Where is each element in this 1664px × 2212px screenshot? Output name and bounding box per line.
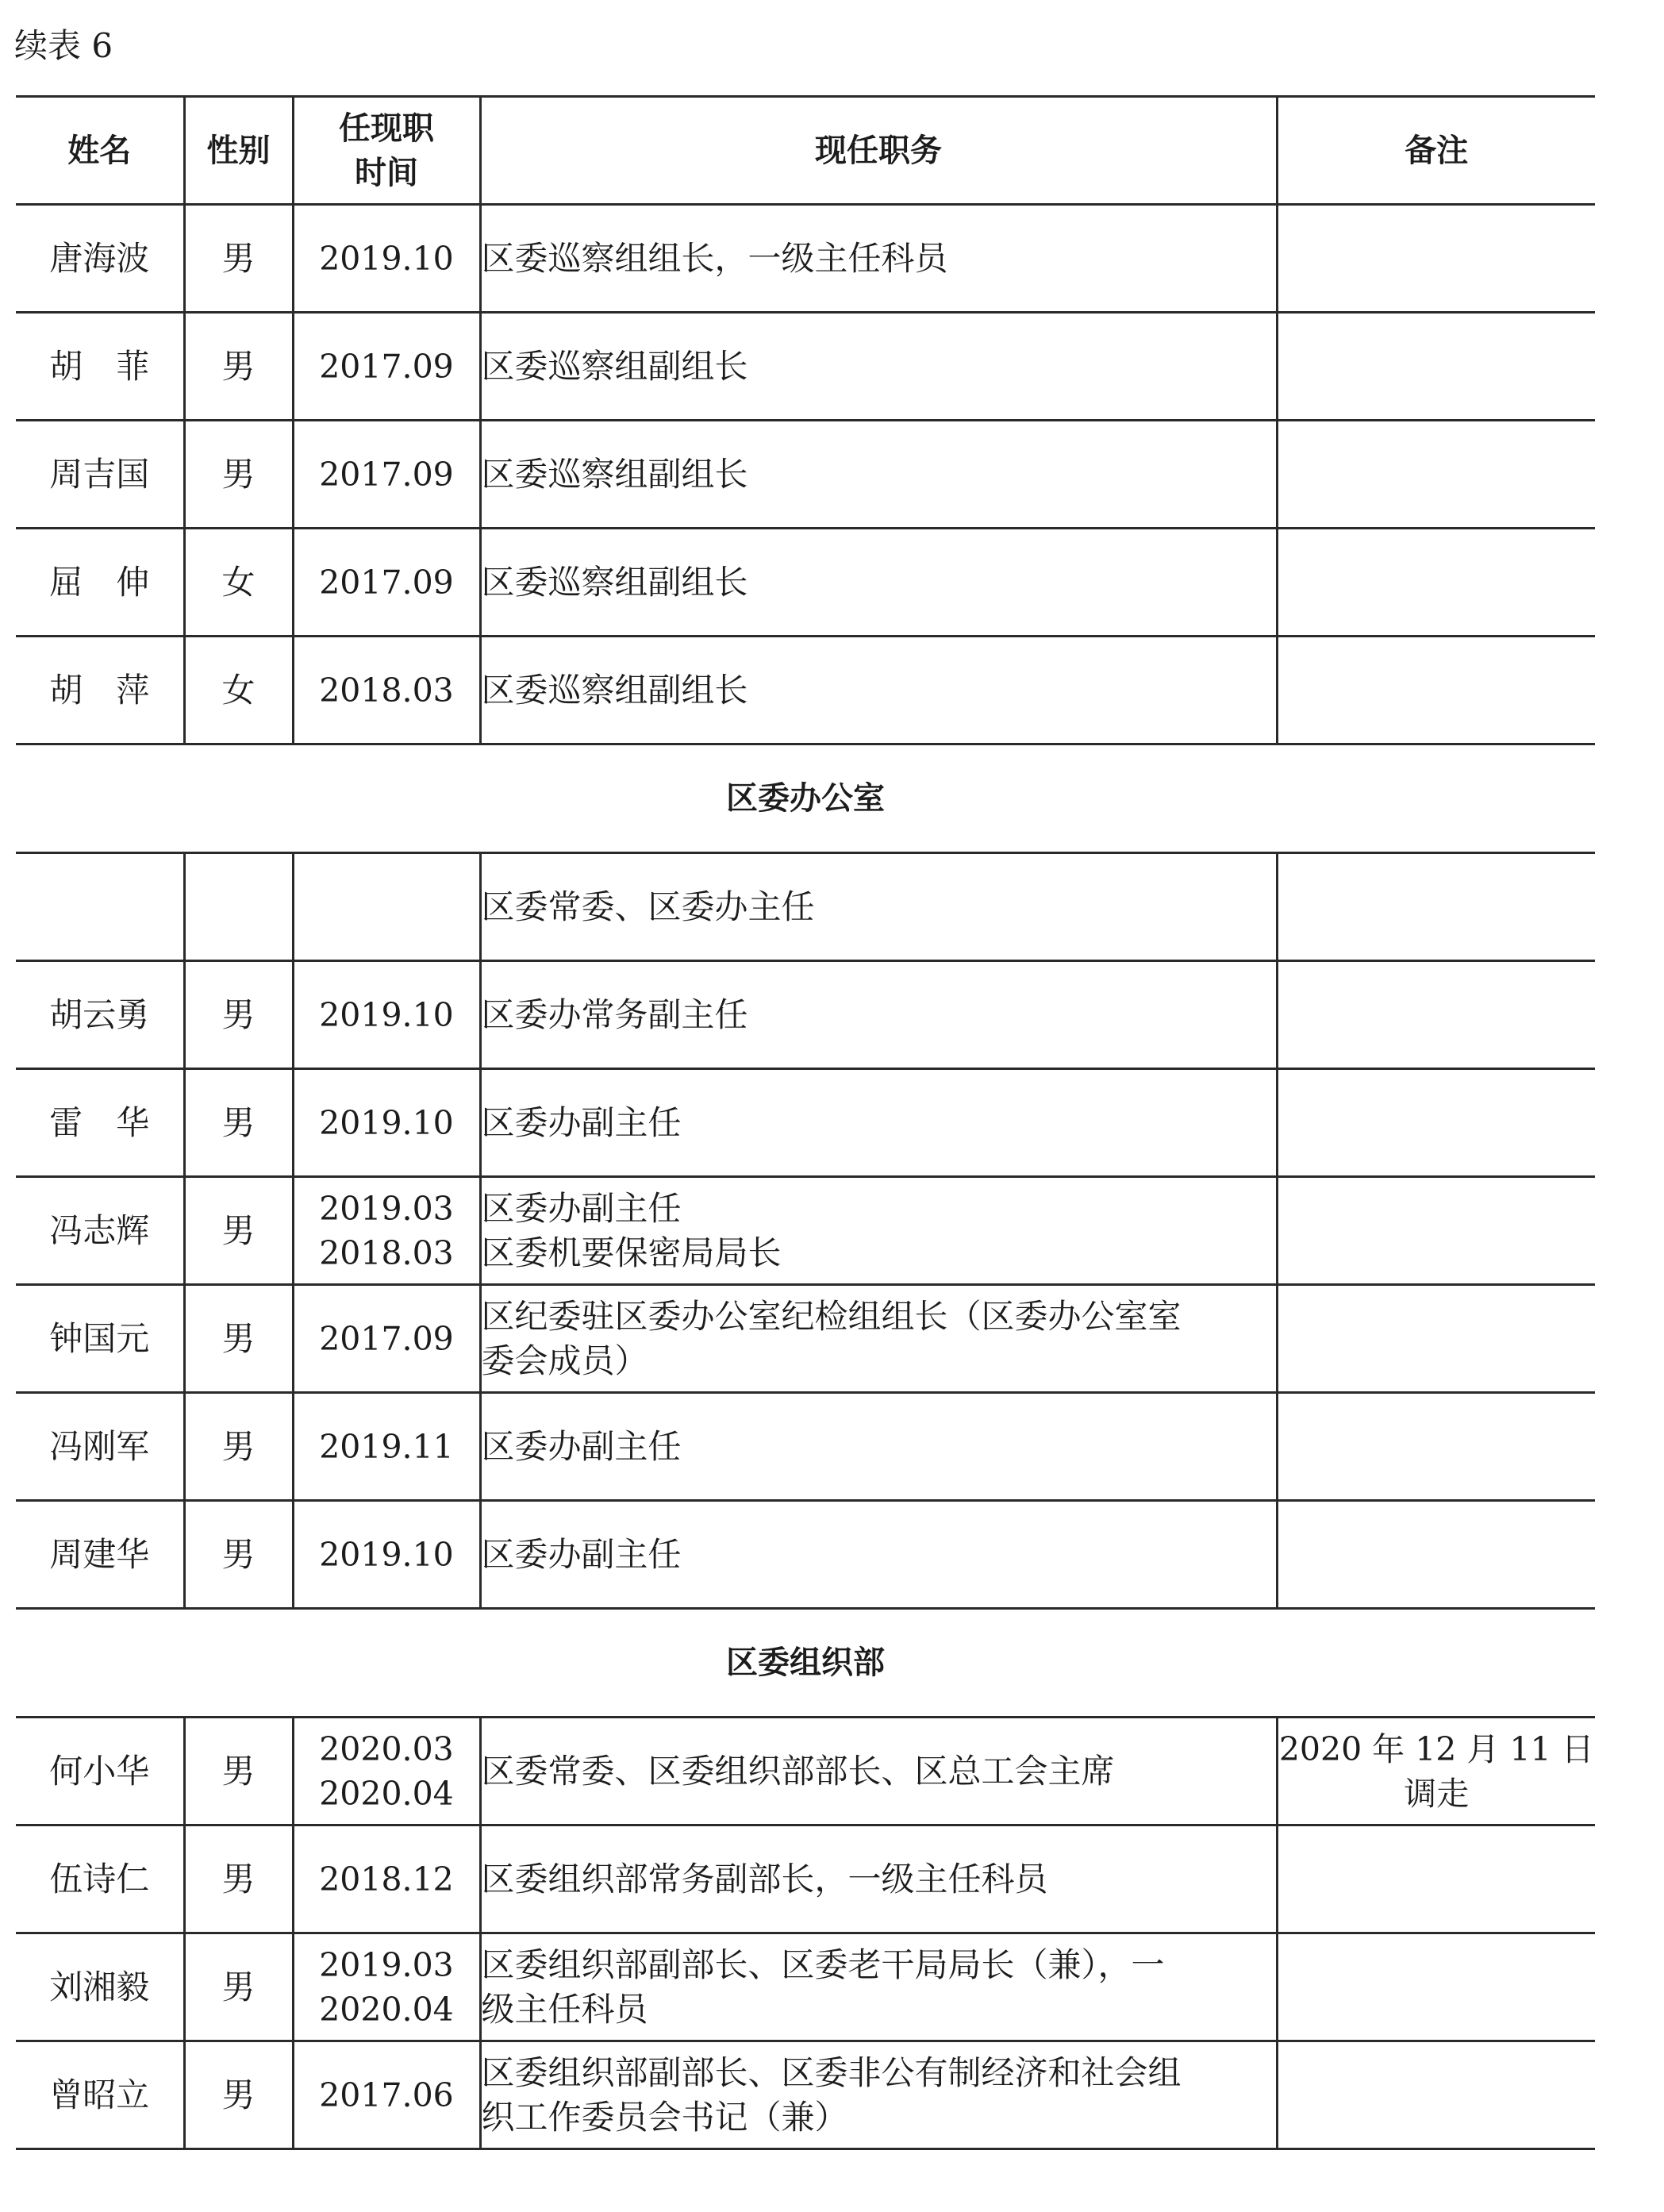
table-row — [16, 1393, 1595, 1501]
cell-gender: 男 — [184, 961, 293, 1069]
section-heading: 区委办公室 — [16, 744, 1595, 853]
table-row — [16, 1177, 1595, 1285]
cell-duty-line: 区委常委、区委组织部部长、区总工会主席 — [481, 1751, 1115, 1791]
cell-note — [1277, 529, 1595, 637]
cell-name: 冯志辉 — [16, 1177, 184, 1285]
cell-duty — [480, 1177, 1277, 1285]
cell-time — [293, 1825, 480, 1933]
header-gender: 性别 — [184, 97, 293, 205]
cell-gender: 男 — [184, 1501, 293, 1609]
cell-gender: 男 — [184, 1933, 293, 2041]
cell-duty — [480, 853, 1277, 961]
table-row — [16, 1718, 1595, 1825]
cell-note — [1277, 853, 1595, 961]
table-caption: 续表 6 — [14, 26, 113, 65]
table-row — [16, 205, 1595, 313]
cell-duty — [480, 1285, 1277, 1393]
cell-note — [1277, 421, 1595, 529]
cell-note-line: 2020 年 12 月 11 日 — [1278, 1729, 1594, 1768]
cell-duty-line: 区委办副主任 — [481, 1102, 682, 1142]
header-time-line2: 时间 — [355, 154, 418, 191]
table-row — [16, 853, 1595, 961]
cell-duty — [480, 1718, 1277, 1825]
cell-time-line: 2019.10 — [319, 239, 454, 278]
cell-note — [1277, 205, 1595, 313]
cell-note — [1277, 1718, 1595, 1825]
cell-duty-line: 区委巡察组副组长 — [481, 562, 748, 602]
table-row — [16, 1933, 1595, 2041]
cell-time — [293, 1718, 480, 1825]
cell-time-line: 2018.03 — [319, 1233, 454, 1272]
section-heading-row — [16, 1609, 1595, 1718]
cell-gender: 男 — [184, 1393, 293, 1501]
cell-note — [1277, 1177, 1595, 1285]
cell-note — [1277, 1069, 1595, 1177]
cell-time — [293, 961, 480, 1069]
cell-gender: 男 — [184, 313, 293, 421]
table-row — [16, 1285, 1595, 1393]
cell-time-line: 2018.03 — [319, 671, 454, 710]
cell-time — [293, 1177, 480, 1285]
cell-time — [293, 2041, 480, 2149]
cell-duty — [480, 637, 1277, 744]
cell-time-line: 2019.10 — [319, 1103, 454, 1142]
cell-duty-line: 区委组织部副部长、区委非公有制经济和社会组 — [481, 2052, 1182, 2092]
cell-time — [293, 637, 480, 744]
cell-gender: 男 — [184, 205, 293, 313]
table-row — [16, 1825, 1595, 1933]
cell-gender: 男 — [184, 1285, 293, 1393]
cell-time-line: 2020.03 — [319, 1729, 454, 1768]
cell-gender: 女 — [184, 637, 293, 744]
header-duty: 现任职务 — [480, 97, 1277, 205]
cell-duty-line: 区委常委、区委办主任 — [481, 887, 815, 926]
cell-note — [1277, 1825, 1595, 1933]
cell-duty-line: 区委组织部常务副部长，一级主任科员 — [481, 1859, 1048, 1898]
cell-time-line: 2017.09 — [319, 563, 454, 602]
table-row — [16, 961, 1595, 1069]
cell-time — [293, 421, 480, 529]
cell-duty-line: 区委办副主任 — [481, 1534, 682, 1574]
table-row — [16, 637, 1595, 744]
cell-duty-line: 区纪委驻区委办公室纪检组组长（区委办公室室 — [481, 1296, 1182, 1336]
cell-note — [1277, 961, 1595, 1069]
cell-name: 唐海波 — [16, 205, 184, 313]
table-row — [16, 529, 1595, 637]
cell-gender: 男 — [184, 421, 293, 529]
cell-name — [16, 853, 184, 961]
cell-duty-line: 区委巡察组副组长 — [481, 454, 748, 494]
cell-duty-line: 区委机要保密局局长 — [481, 1233, 782, 1272]
section-heading-row — [16, 744, 1595, 853]
cell-name: 冯刚军 — [16, 1393, 184, 1501]
cell-name: 钟国元 — [16, 1285, 184, 1393]
cell-time-line: 2017.09 — [319, 455, 454, 494]
cell-note — [1277, 637, 1595, 744]
cell-gender: 男 — [184, 2041, 293, 2149]
cell-name: 何小华 — [16, 1718, 184, 1825]
cell-note — [1277, 1285, 1595, 1393]
cell-time — [293, 1933, 480, 2041]
cell-time-line: 2017.09 — [319, 347, 454, 386]
cell-time-line: 2019.11 — [319, 1427, 454, 1466]
cell-name: 雷 华 — [16, 1069, 184, 1177]
cell-duty — [480, 1501, 1277, 1609]
cell-duty — [480, 1825, 1277, 1933]
cell-duty-line: 区委组织部副部长、区委老干局局长（兼），一 — [481, 1945, 1165, 1984]
cell-time-line: 2019.10 — [319, 1535, 454, 1574]
cell-time — [293, 313, 480, 421]
cell-duty-line: 区委办副主任 — [481, 1426, 682, 1466]
cell-note — [1277, 1933, 1595, 2041]
cell-gender — [184, 853, 293, 961]
cell-note — [1277, 2041, 1595, 2149]
cell-time — [293, 205, 480, 313]
cell-time — [293, 1393, 480, 1501]
cell-duty — [480, 2041, 1277, 2149]
header-note: 备注 — [1277, 97, 1595, 205]
cell-time-line: 2017.06 — [319, 2075, 454, 2114]
cell-duty — [480, 1069, 1277, 1177]
cell-duty-line: 区委办副主任 — [481, 1188, 682, 1228]
cell-name: 周建华 — [16, 1501, 184, 1609]
section-heading: 区委组织部 — [16, 1609, 1595, 1718]
cell-duty-line: 区委巡察组副组长 — [481, 670, 748, 710]
cell-time — [293, 1285, 480, 1393]
header-row — [16, 97, 1595, 205]
cell-duty-line: 织工作委员会书记（兼） — [481, 2097, 848, 2137]
cell-duty-line: 级主任科员 — [481, 1989, 648, 2029]
cell-name: 胡 萍 — [16, 637, 184, 744]
cell-time — [293, 853, 480, 961]
cell-duty — [480, 205, 1277, 313]
table-row — [16, 2041, 1595, 2149]
header-time-line1: 任现职 — [339, 110, 434, 147]
table-row — [16, 1501, 1595, 1609]
cell-duty — [480, 529, 1277, 637]
cell-time-line: 2019.10 — [319, 995, 454, 1034]
table-row — [16, 1069, 1595, 1177]
personnel-table — [16, 95, 1595, 2150]
cell-time-line: 2018.12 — [319, 1860, 454, 1898]
cell-duty-line: 区委办常务副主任 — [481, 994, 748, 1034]
cell-name: 曾昭立 — [16, 2041, 184, 2149]
cell-time-line: 2017.09 — [319, 1319, 454, 1358]
cell-name: 伍诗仁 — [16, 1825, 184, 1933]
cell-time-line: 2020.04 — [319, 1774, 454, 1813]
table-row — [16, 313, 1595, 421]
cell-duty-line: 区委巡察组组长，一级主任科员 — [481, 238, 948, 278]
cell-time-line: 2020.04 — [319, 1990, 454, 2029]
cell-duty — [480, 313, 1277, 421]
cell-name: 刘湘毅 — [16, 1933, 184, 2041]
cell-note — [1277, 1501, 1595, 1609]
cell-name: 周吉国 — [16, 421, 184, 529]
cell-note — [1277, 313, 1595, 421]
cell-gender: 男 — [184, 1177, 293, 1285]
cell-gender: 女 — [184, 529, 293, 637]
cell-name: 屈 伸 — [16, 529, 184, 637]
cell-name: 胡 菲 — [16, 313, 184, 421]
cell-gender: 男 — [184, 1069, 293, 1177]
cell-duty — [480, 421, 1277, 529]
cell-duty-line: 区委巡察组副组长 — [481, 346, 748, 386]
cell-time — [293, 1501, 480, 1609]
table-body — [16, 205, 1595, 2149]
cell-duty-line: 委会成员） — [481, 1341, 648, 1380]
table-row — [16, 421, 1595, 529]
cell-duty — [480, 1393, 1277, 1501]
cell-gender: 男 — [184, 1718, 293, 1825]
cell-gender: 男 — [184, 1825, 293, 1933]
cell-time-line: 2019.03 — [319, 1189, 454, 1228]
header-time — [293, 97, 480, 205]
cell-time-line: 2019.03 — [319, 1945, 454, 1984]
cell-duty — [480, 961, 1277, 1069]
cell-time — [293, 529, 480, 637]
header-name: 姓名 — [16, 97, 184, 205]
cell-duty — [480, 1933, 1277, 2041]
cell-time — [293, 1069, 480, 1177]
cell-note — [1277, 1393, 1595, 1501]
cell-note-line: 调走 — [1404, 1774, 1470, 1813]
cell-name: 胡云勇 — [16, 961, 184, 1069]
